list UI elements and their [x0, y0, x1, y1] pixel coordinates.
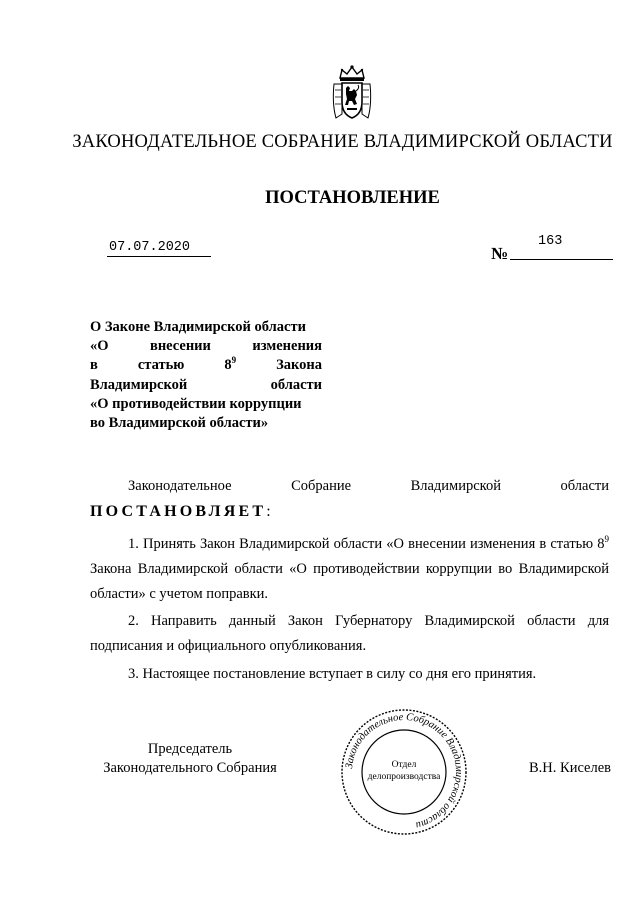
- position-line-2: Законодательного Собрания: [103, 760, 277, 776]
- lead-word: Законодательное: [128, 478, 232, 494]
- clause-1-text-cont: Закона Владимирской области «О противодействии коррупции во Владимирской области» с учетом поправки.: [90, 561, 609, 602]
- clause-1-text: 1. Принять Закон Владимирской области «О внесении изменения в статью 8: [128, 536, 605, 552]
- title-word: статью: [137, 357, 185, 374]
- resolves-word: ПОСТАНОВЛЯЕТ: [90, 503, 267, 520]
- title-word: в: [90, 357, 98, 374]
- article-superscript: 9: [231, 355, 237, 366]
- coat-of-arms-icon: [330, 64, 374, 122]
- position-line-1: Председатель: [147, 741, 233, 757]
- stamp-center-line-2: делопроизводства: [367, 772, 441, 782]
- assembly-name: ЗАКОНОДАТЕЛЬНОЕ СОБРАНИЕ ВЛАДИМИРСКОЙ ОБЛАСТИ: [72, 132, 613, 152]
- number-underline: [510, 259, 613, 260]
- title-word: области: [270, 376, 322, 393]
- signatory-position: [90, 740, 290, 778]
- lead-word: области: [560, 478, 609, 494]
- title-word: внесении: [149, 338, 211, 355]
- resolution-title: [90, 318, 322, 433]
- stamp-center-line-1: Отдел: [391, 760, 417, 770]
- title-word: Владимирской: [90, 376, 188, 393]
- title-line-4: [90, 376, 322, 395]
- title-word: «О: [90, 338, 109, 355]
- clause-2: 2. Направить данный Закон Губернатору Владимирской области для подписания и официального опубликования.: [90, 613, 609, 654]
- lead-word: Собрание: [291, 478, 352, 494]
- lead-word: Владимирской: [410, 478, 501, 494]
- number-sign: №: [491, 244, 509, 263]
- title-line-2: [90, 337, 322, 356]
- clause-1: [90, 532, 609, 607]
- resolves-heading: [90, 503, 274, 521]
- resolves-colon: :: [266, 503, 274, 520]
- document-type: ПОСТАНОВЛЕНИЕ: [265, 188, 440, 208]
- office-stamp: [339, 707, 469, 837]
- title-word: изменения: [252, 338, 322, 355]
- signatory-name: В.Н. Киселев: [529, 760, 612, 776]
- title-word: Закона: [276, 357, 322, 374]
- title-word: 8: [224, 357, 232, 374]
- title-article-number: [224, 357, 236, 373]
- title-line-3: [90, 356, 322, 375]
- stamp-ring-text: Законодательное Собрание Владимирской области: [344, 711, 465, 831]
- document-number: 163: [538, 234, 563, 249]
- document-date: 07.07.2020: [107, 240, 211, 257]
- title-line-6: во Владимирской области»: [90, 415, 269, 432]
- lead-sentence: [128, 478, 609, 495]
- article-superscript: 9: [604, 534, 609, 545]
- title-line-1: О Законе Владимирской области: [90, 319, 306, 335]
- clause-3: 3. Настоящее постановление вступает в силу со дня его принятия.: [128, 666, 537, 682]
- title-line-5: «О противодействии коррупции: [90, 395, 302, 412]
